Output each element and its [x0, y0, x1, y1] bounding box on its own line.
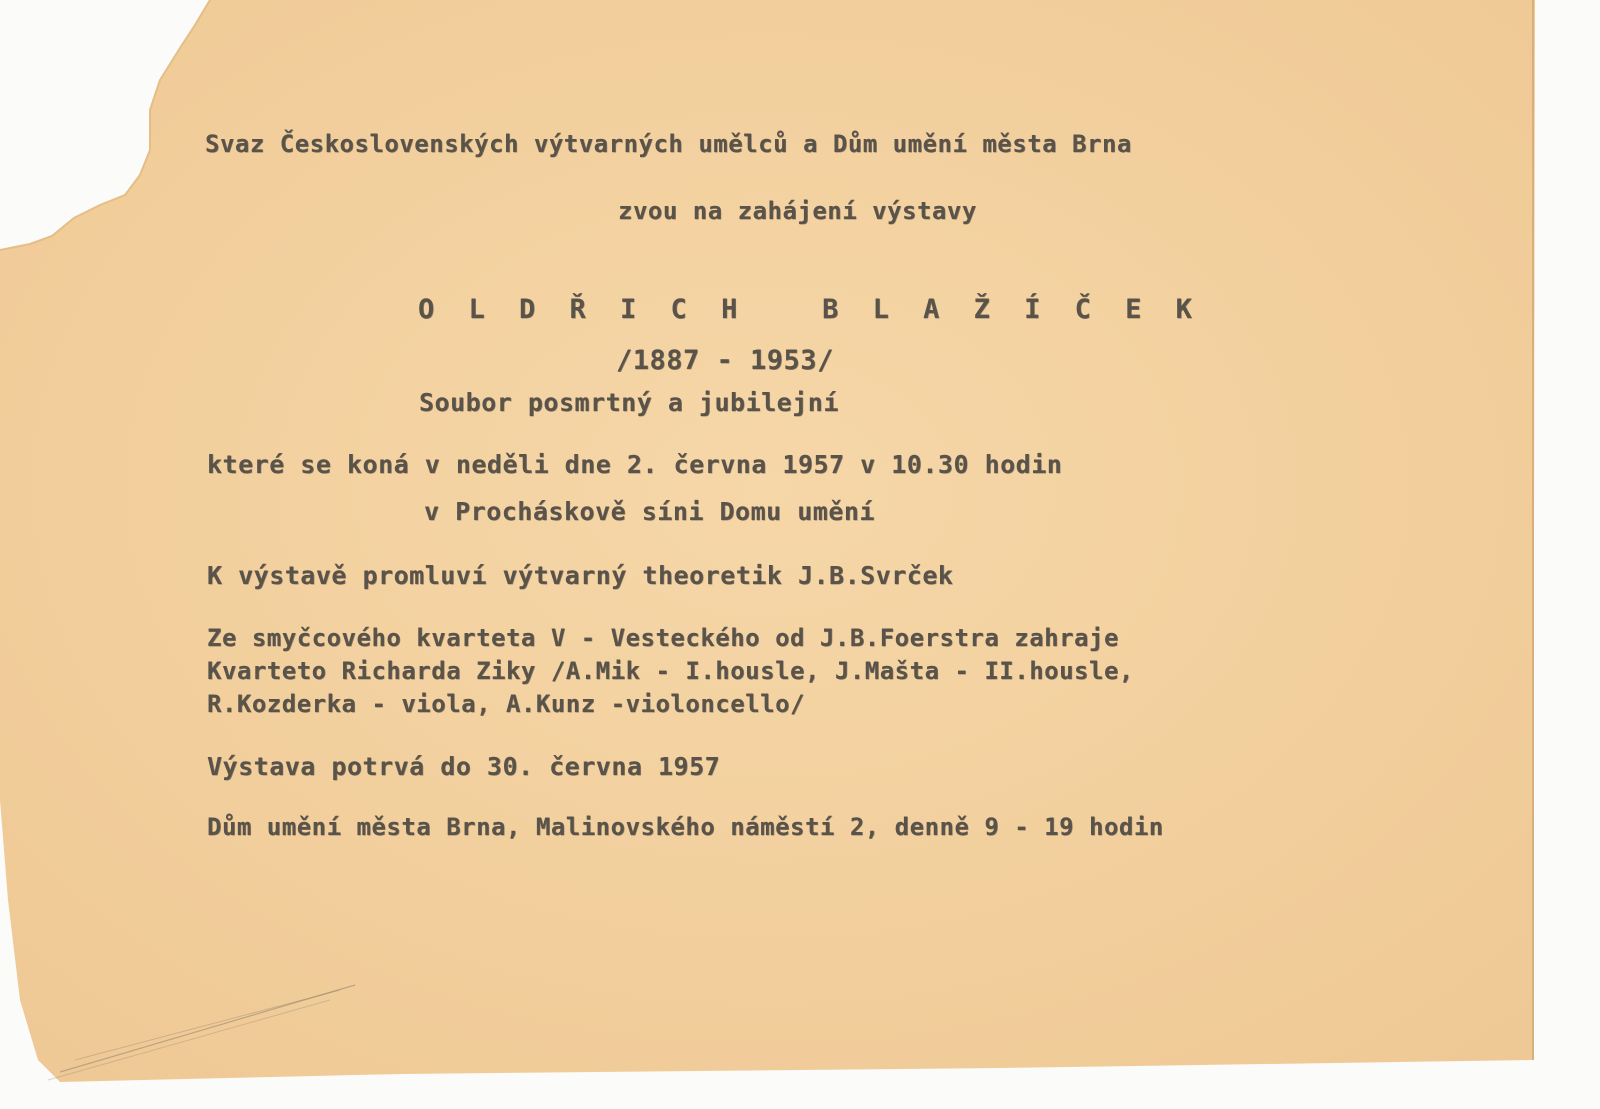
- invitation-line: zvou na zahájení výstavy: [618, 197, 977, 225]
- address-line: Dům umění města Brna, Malinovského náměstí 2, denně 9 - 19 hodin: [207, 813, 1164, 841]
- music-line-3: R.Kozderka - viola, A.Kunz -violoncello/: [207, 690, 805, 718]
- duration-line: Výstava potrvá do 30. června 1957: [207, 752, 721, 781]
- organizer-line: Svaz Československých výtvarných umělců a Dům umění města Brna: [205, 130, 1132, 158]
- music-line-1: Ze smyčcového kvarteta V - Vesteckého od J.B.Foerstra zahraje: [207, 624, 1119, 652]
- music-line-2: Kvarteto Richarda Ziky /A.Mik - I.housle, J.Mašta - II.housle,: [207, 657, 1134, 685]
- exhibition-subtitle: Soubor posmrtný a jubilejní: [419, 388, 839, 417]
- venue-line: v Procháskově síni Domu umění: [424, 497, 875, 526]
- artist-years: /1887 - 1953/: [616, 345, 834, 376]
- artist-name: O L D Ř I C H B L A Ž Í Č E K: [418, 294, 1201, 325]
- opening-date-line: které se koná v neděli dne 2. června 1957 v 10.30 hodin: [207, 450, 1063, 479]
- speaker-line: K výstavě promluví výtvarný theoretik J.B.Svrček: [207, 561, 954, 590]
